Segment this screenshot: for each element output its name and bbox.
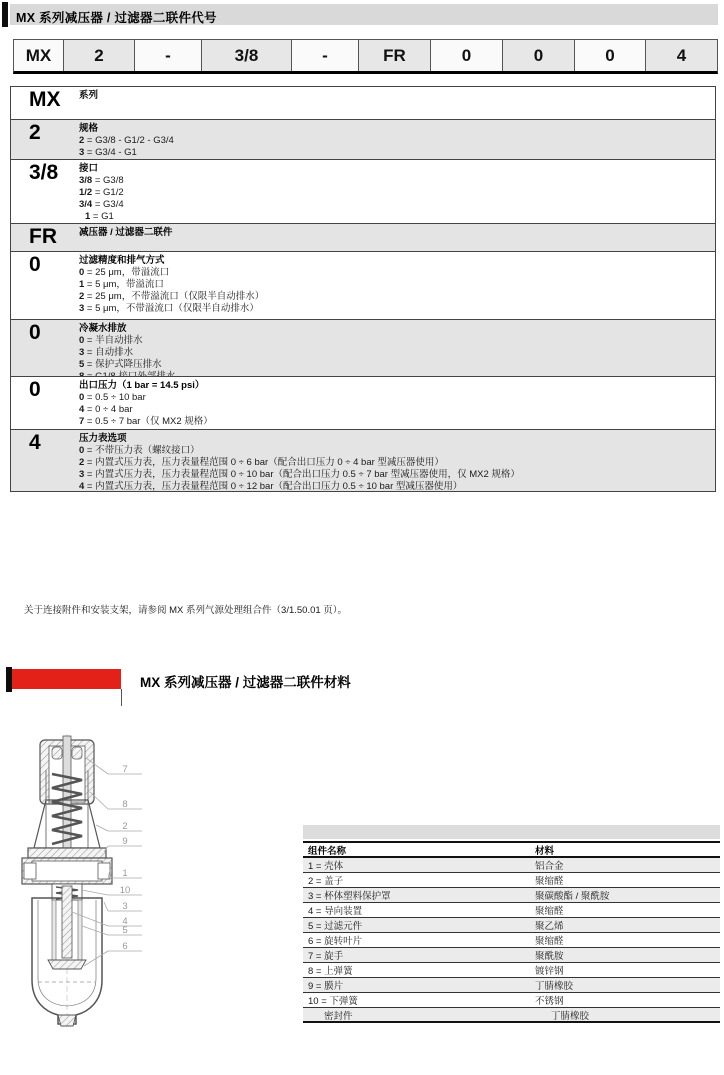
code-option-line: 0 = 25 μm，带溢流口 <box>79 267 170 278</box>
component-name: 1 = 壳体 <box>308 861 344 872</box>
code-option-line: 2 = 25 μm，不带溢流口（仅限半自动排水） <box>79 291 265 302</box>
component-material: 丁腈橡胶 <box>551 1010 590 1022</box>
materials-table-body <box>303 858 720 1023</box>
code-row-code: 4 <box>29 431 41 454</box>
code-row-code: 0 <box>29 378 41 401</box>
code-row-code: 3/8 <box>29 161 59 184</box>
code-box-7: 0 <box>502 40 574 71</box>
callout-number-3: 3 <box>122 901 128 912</box>
callout-number-6: 6 <box>122 941 128 952</box>
callout-number-10: 10 <box>119 885 131 896</box>
code-row-title: 过滤精度和排气方式 <box>79 255 165 266</box>
section1-title: MX 系列减压器 / 过滤器二联件代号 <box>16 11 217 25</box>
component-name: 5 = 过滤元件 <box>308 921 363 932</box>
code-option-line: 3/8 = G3/8 <box>79 175 124 186</box>
code-option-line: 5 = 保护式降压排水 <box>79 359 162 370</box>
code-row-0 <box>11 87 715 119</box>
code-row-title: 接口 <box>79 163 99 174</box>
code-option-line: 2 = G3/8 - G1/2 - G3/4 <box>79 135 174 146</box>
callout-number-1: 1 <box>122 868 128 879</box>
component-name: 6 = 旋转叶片 <box>308 936 363 947</box>
component-name: 2 = 盖子 <box>308 876 344 887</box>
code-row-4 <box>11 251 715 319</box>
materials-row-8 <box>303 978 720 993</box>
materials-row-0 <box>303 858 720 873</box>
component-name: 密封件 <box>324 1010 353 1022</box>
component-material: 镀锌钢 <box>535 966 564 977</box>
code-box-4: - <box>291 40 358 71</box>
callout-number-9: 9 <box>122 836 128 847</box>
regulator-cross-section-drawing <box>8 730 158 1030</box>
code-option-line: 1/2 = G1/2 <box>79 187 124 198</box>
callout-number-8: 8 <box>122 799 128 810</box>
code-row-2 <box>11 159 715 223</box>
code-option-line: 7 = 0.5 ÷ 7 bar（仅 MX2 规格） <box>79 416 213 427</box>
materials-row-9 <box>303 993 720 1008</box>
section2-red-block <box>12 669 121 689</box>
component-material: 不锈钢 <box>535 996 564 1007</box>
code-row-7 <box>11 429 715 491</box>
materials-row-6 <box>303 948 720 963</box>
materials-table <box>303 825 720 1023</box>
code-box-6: 0 <box>430 40 502 71</box>
code-row-code: FR <box>29 225 57 248</box>
code-row-title: 减压器 / 过滤器二联件 <box>79 227 173 238</box>
code-option-line: 3 = 自动排水 <box>79 347 134 358</box>
section1-header-bar <box>10 4 718 25</box>
materials-header-material: 材料 <box>535 845 555 857</box>
component-name: 7 = 旋手 <box>308 951 344 962</box>
code-option-line: 0 = 0.5 ÷ 10 bar <box>79 392 146 403</box>
materials-table-header-row <box>303 841 720 858</box>
code-row-code: 0 <box>29 321 41 344</box>
materials-table-top-band <box>303 825 720 839</box>
callout-number-2: 2 <box>122 821 128 832</box>
component-name: 9 = 膜片 <box>308 981 344 992</box>
ordering-code-table <box>10 86 716 492</box>
component-material: 聚缩醛 <box>535 876 564 887</box>
code-option-line: 3/4 = G3/4 <box>79 199 124 210</box>
materials-row-7 <box>303 963 720 978</box>
component-name: 3 = 杯体塑料保护罩 <box>308 891 391 902</box>
code-row-title: 规格 <box>79 123 99 134</box>
materials-row-5 <box>303 933 720 948</box>
section2-title: MX 系列减压器 / 过滤器二联件材料 <box>140 675 351 690</box>
code-box-1: 2 <box>63 40 134 71</box>
callout-number-5: 5 <box>122 925 128 936</box>
code-row-code: 0 <box>29 253 41 276</box>
section2-divider-line <box>121 689 122 706</box>
code-option-line: 4 = 内置式压力表，压力表量程范围 0 ÷ 12 bar（配合出口压力 0.5 ÷ 10 bar 型减压器使用） <box>79 481 463 492</box>
callout-leader-line <box>82 890 108 895</box>
code-box-5: FR <box>358 40 430 71</box>
code-row-title: 系列 <box>79 90 99 101</box>
code-option-line: 1 = 5 μm，带溢流口 <box>79 279 164 290</box>
code-option-line: 3 = G3/4 - G1 <box>79 147 137 158</box>
code-row-title: 压力表选项 <box>79 433 127 444</box>
code-row-code: 2 <box>29 121 41 144</box>
code-option-line: 0 = 半自动排水 <box>79 335 143 346</box>
materials-row-3 <box>303 903 720 918</box>
ordering-code-boxes <box>13 39 718 74</box>
callout-leader-line <box>82 926 108 935</box>
component-material: 聚缩醛 <box>535 906 564 917</box>
callout-leader-line <box>104 902 108 911</box>
code-option-line: 3 = 5 μm，不带溢流口（仅限半自动排水） <box>79 303 259 314</box>
component-material: 聚缩醛 <box>535 936 564 947</box>
device-outline <box>22 734 112 1026</box>
component-name: 4 = 导向装置 <box>308 906 363 917</box>
component-material: 聚碳酸酯 / 聚酰胺 <box>535 891 610 902</box>
callout-number-7: 7 <box>122 764 128 775</box>
code-option-line: 2 = 内置式压力表，压力表量程范围 0 ÷ 6 bar（配合出口压力 0 ÷ 4 bar 型减压器使用） <box>79 457 444 468</box>
component-name: 8 = 上弹簧 <box>308 966 353 977</box>
component-material: 聚乙烯 <box>535 921 564 932</box>
code-option-line: 1 = G1 <box>85 211 114 222</box>
materials-row-4 <box>303 918 720 933</box>
code-row-title: 冷凝水排放 <box>79 323 127 334</box>
materials-header-component: 组件名称 <box>308 845 347 857</box>
code-box-8: 0 <box>574 40 645 71</box>
code-option-line: 3 = 内置式压力表，压力表量程范围 0 ÷ 10 bar（配合出口压力 0.5 ÷ 7 bar 型减压器使用，仅 MX2 规格） <box>79 469 520 480</box>
code-row-title: 出口压力（1 bar = 14.5 psi） <box>79 380 205 391</box>
code-box-3: 3/8 <box>201 40 291 71</box>
materials-row-10 <box>303 1008 720 1023</box>
code-option-line: 4 = 0 ÷ 4 bar <box>79 404 133 415</box>
accessories-note: 关于连接附件和安装支架，请参阅 MX 系列气源处理组合件（3/1.50.01 页）。 <box>24 605 348 616</box>
component-name: 10 = 下弹簧 <box>308 996 358 1007</box>
component-material: 聚酰胺 <box>535 951 564 962</box>
code-row-5 <box>11 319 715 376</box>
component-material: 铝合金 <box>535 861 564 872</box>
callout-number-4: 4 <box>122 916 128 927</box>
materials-row-2 <box>303 888 720 903</box>
code-box-2: - <box>134 40 201 71</box>
code-option-line: 0 = 不带压力表（螺纹接口） <box>79 445 200 456</box>
callout-leader-line <box>96 825 108 831</box>
code-row-code: MX <box>29 88 61 111</box>
code-row-3 <box>11 223 715 251</box>
code-box-9: 4 <box>645 40 717 71</box>
code-row-1 <box>11 119 715 159</box>
section1-accent-tick <box>2 2 8 27</box>
code-row-6 <box>11 376 715 429</box>
component-material: 丁腈橡胶 <box>535 981 574 992</box>
materials-row-1 <box>303 873 720 888</box>
code-box-0: MX <box>14 40 63 71</box>
